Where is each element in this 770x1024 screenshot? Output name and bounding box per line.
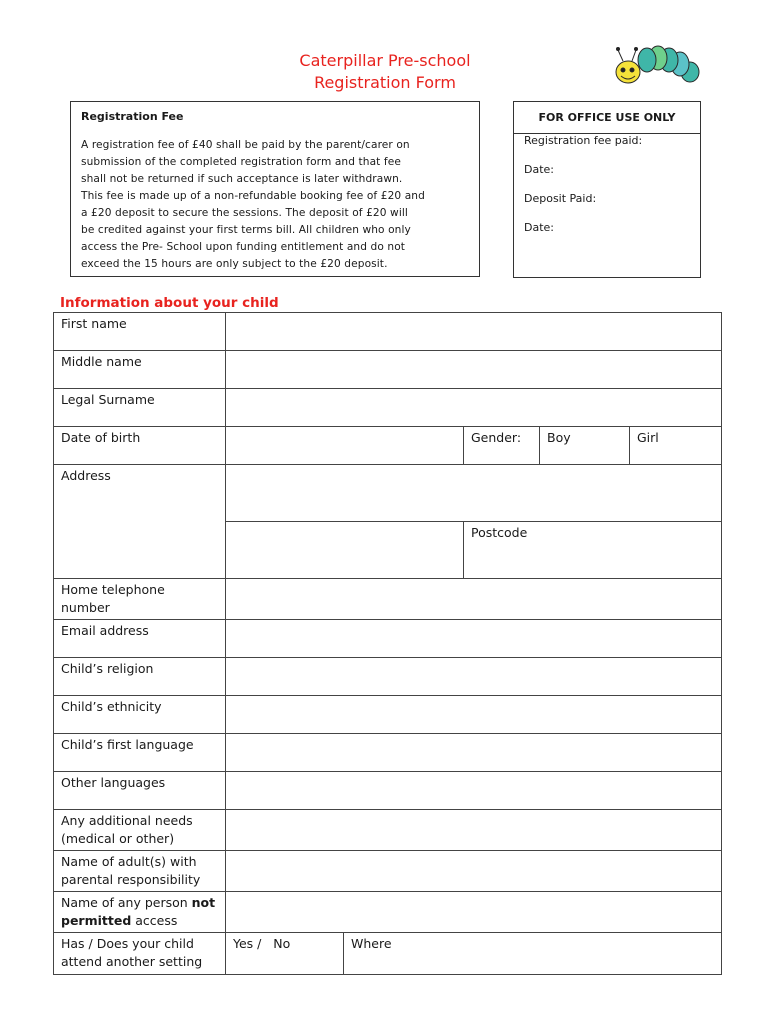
office-heading: FOR OFFICE USE ONLY bbox=[514, 102, 700, 134]
home-telephone-line-1: Home telephone bbox=[61, 582, 165, 597]
gender-girl-option[interactable]: Girl bbox=[630, 427, 722, 465]
address-label: Address bbox=[54, 465, 226, 579]
home-telephone-field[interactable] bbox=[226, 579, 722, 620]
fee-line: shall not be returned if such acceptance is later withdrawn. bbox=[81, 173, 403, 185]
postcode-label: Postcode bbox=[471, 525, 528, 540]
legal-surname-field[interactable] bbox=[226, 389, 722, 427]
office-fee-paid[interactable]: Registration fee paid: bbox=[524, 134, 643, 147]
other-setting-label bbox=[54, 933, 226, 975]
date-of-birth-label: Date of birth bbox=[54, 427, 226, 465]
other-languages-label: Other languages bbox=[54, 772, 226, 810]
office-date-2[interactable]: Date: bbox=[524, 221, 554, 234]
fee-text bbox=[81, 137, 469, 273]
not-permitted-bold-1: not bbox=[191, 895, 216, 910]
caterpillar-icon bbox=[612, 42, 702, 94]
fee-line: be credited against your first terms bill. All children who only bbox=[81, 224, 411, 236]
home-telephone-line-2: number bbox=[61, 600, 110, 615]
title-line-1: Caterpillar Pre-school bbox=[299, 51, 471, 70]
additional-needs-line-1: Any additional needs bbox=[61, 813, 193, 828]
first-name-label: First name bbox=[54, 313, 226, 351]
gender-boy-option[interactable]: Boy bbox=[540, 427, 630, 465]
postcode-field[interactable] bbox=[464, 522, 722, 579]
middle-name-label: Middle name bbox=[54, 351, 226, 389]
yes-no-option[interactable]: Yes / No bbox=[226, 933, 344, 975]
address-field-2[interactable] bbox=[226, 522, 464, 579]
section-heading: Information about your child bbox=[60, 295, 279, 311]
fee-line: submission of the completed registration form and that fee bbox=[81, 156, 401, 168]
other-languages-field[interactable] bbox=[226, 772, 722, 810]
fee-heading: Registration Fee bbox=[81, 110, 184, 123]
other-setting-line-2: attend another setting bbox=[61, 954, 203, 969]
not-permitted-post: access bbox=[131, 913, 178, 928]
religion-label: Child’s religion bbox=[54, 658, 226, 696]
ethnicity-label: Child’s ethnicity bbox=[54, 696, 226, 734]
date-of-birth-field[interactable] bbox=[226, 427, 464, 465]
fee-line: This fee is made up of a non-refundable booking fee of £20 and bbox=[81, 190, 425, 202]
religion-field[interactable] bbox=[226, 658, 722, 696]
gender-label: Gender: bbox=[464, 427, 540, 465]
office-date-1[interactable]: Date: bbox=[524, 163, 554, 176]
office-use-box bbox=[513, 101, 701, 278]
first-name-field[interactable] bbox=[226, 313, 722, 351]
not-permitted-label bbox=[54, 892, 226, 933]
address-field[interactable] bbox=[226, 465, 722, 522]
fee-line: a £20 deposit to secure the sessions. The deposit of £20 will bbox=[81, 207, 408, 219]
first-language-label: Child’s first language bbox=[54, 734, 226, 772]
additional-needs-line-2: (medical or other) bbox=[61, 831, 175, 846]
not-permitted-bold-2: permitted bbox=[61, 913, 132, 928]
ethnicity-field[interactable] bbox=[226, 696, 722, 734]
not-permitted-field[interactable] bbox=[226, 892, 722, 933]
additional-needs-label bbox=[54, 810, 226, 851]
other-setting-line-1: Has / Does your child bbox=[61, 936, 194, 951]
registration-fee-box bbox=[70, 101, 480, 277]
email-field[interactable] bbox=[226, 620, 722, 658]
parental-responsibility-label bbox=[54, 851, 226, 892]
fee-line: exceed the 15 hours are only subject to the £20 deposit. bbox=[81, 258, 388, 270]
where-field[interactable] bbox=[344, 933, 722, 975]
middle-name-field[interactable] bbox=[226, 351, 722, 389]
office-deposit-paid[interactable]: Deposit Paid: bbox=[524, 192, 597, 205]
parental-line-1: Name of adult(s) with bbox=[61, 854, 197, 869]
additional-needs-field[interactable] bbox=[226, 810, 722, 851]
where-label: Where bbox=[351, 936, 392, 951]
email-label: Email address bbox=[54, 620, 226, 658]
first-language-field[interactable] bbox=[226, 734, 722, 772]
legal-surname-label: Legal Surname bbox=[54, 389, 226, 427]
fee-line: A registration fee of £40 shall be paid by the parent/carer on bbox=[81, 139, 410, 151]
not-permitted-pre: Name of any person bbox=[61, 895, 192, 910]
parental-line-2: parental responsibility bbox=[61, 872, 201, 887]
child-info-table bbox=[53, 312, 722, 975]
form-title bbox=[230, 50, 540, 94]
parental-responsibility-field[interactable] bbox=[226, 851, 722, 892]
fee-line: access the Pre- School upon funding entitlement and do not bbox=[81, 241, 406, 253]
title-line-2: Registration Form bbox=[314, 73, 456, 92]
home-telephone-label bbox=[54, 579, 226, 620]
